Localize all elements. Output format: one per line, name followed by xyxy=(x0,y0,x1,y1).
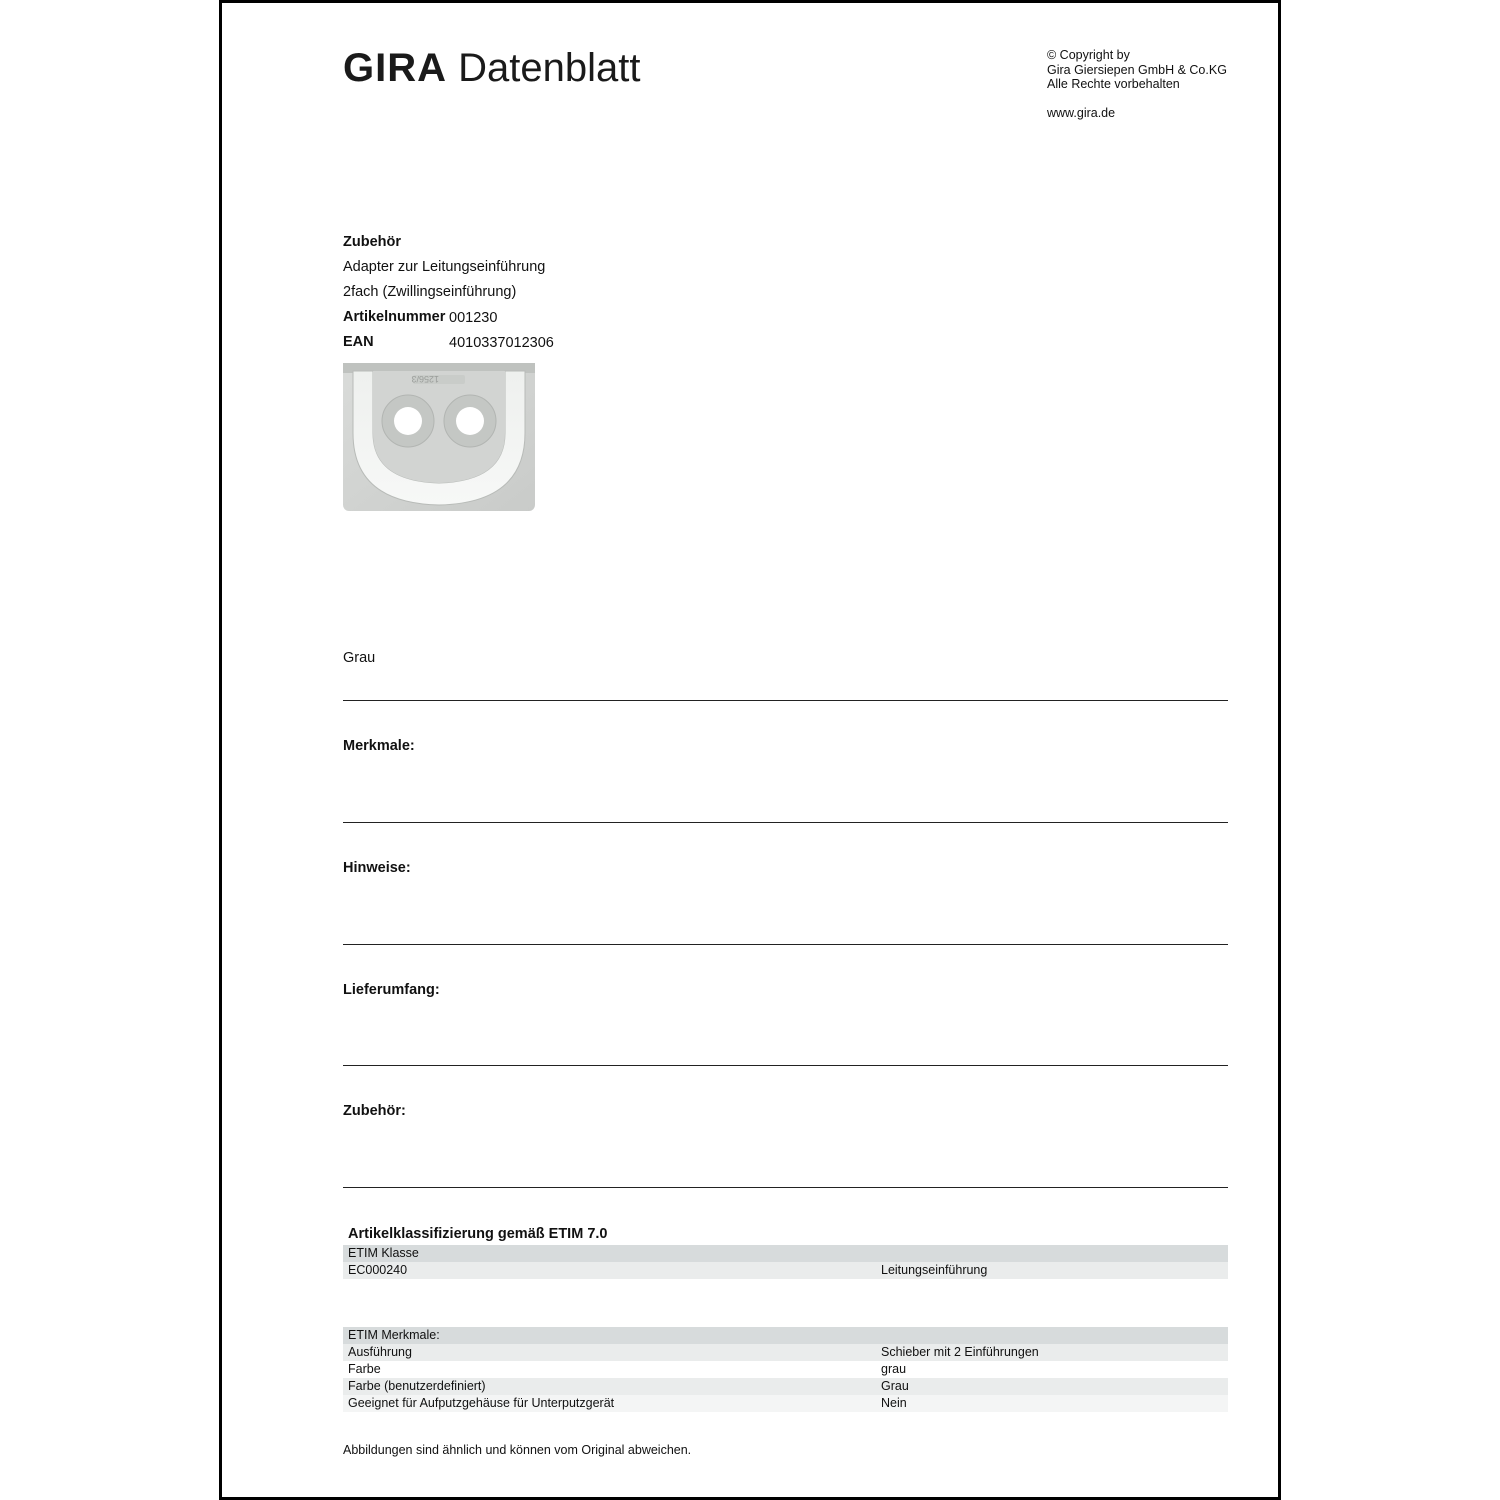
feature-value: grau xyxy=(881,1362,907,1376)
gira-logo xyxy=(343,44,640,92)
section-features-title: Merkmale: xyxy=(343,738,415,754)
etim-features-table xyxy=(343,1327,1228,1412)
feature-value: Nein xyxy=(881,1396,907,1410)
section-scope-of-delivery-title: Lieferumfang: xyxy=(343,982,440,998)
table-header-row xyxy=(343,1245,1228,1262)
cable-entry-adapter-photo xyxy=(343,363,535,511)
section-divider xyxy=(343,944,1228,945)
ean-value: 4010337012306 xyxy=(449,335,554,351)
section-divider xyxy=(343,1187,1228,1188)
etim-class-code: EC000240 xyxy=(348,1263,408,1277)
product-color: Grau xyxy=(343,650,376,666)
etim-class-header: ETIM Klasse xyxy=(348,1246,419,1260)
website-link[interactable]: www.gira.de xyxy=(1047,106,1116,120)
table-row xyxy=(343,1395,1228,1412)
copyright-block xyxy=(1047,48,1227,92)
etim-class-name: Leitungseinführung xyxy=(881,1263,988,1277)
article-number-value: 001230 xyxy=(449,310,498,326)
copyright-line: Alle Rechte vorbehalten xyxy=(1047,77,1180,91)
table-row xyxy=(343,1262,1228,1279)
section-notes-title: Hinweise: xyxy=(343,860,411,876)
section-divider xyxy=(343,822,1228,823)
document-type: Datenblatt xyxy=(458,46,641,90)
feature-name: Farbe xyxy=(348,1362,381,1376)
feature-value: Grau xyxy=(881,1379,909,1393)
product-name-line2: 2fach (Zwillingseinführung) xyxy=(343,284,517,300)
etim-title: Artikelklassifizierung gemäß ETIM 7.0 xyxy=(348,1226,608,1242)
brand-name: GIRA xyxy=(343,46,447,90)
table-row xyxy=(343,1361,1228,1378)
table-row xyxy=(343,1378,1228,1395)
copyright-line: Gira Giersiepen GmbH & Co.KG xyxy=(1047,62,1227,77)
ean-label: EAN xyxy=(343,334,374,350)
product-category: Zubehör xyxy=(343,234,401,250)
section-divider xyxy=(343,1065,1228,1066)
etim-features-header: ETIM Merkmale: xyxy=(348,1328,440,1342)
table-row xyxy=(343,1344,1228,1361)
adapter-marking: 1256/3 xyxy=(411,374,439,384)
feature-value: Schieber mit 2 Einführungen xyxy=(881,1345,1039,1359)
product-name-line1: Adapter zur Leitungseinführung xyxy=(343,259,546,275)
section-divider xyxy=(343,700,1228,701)
footer-disclaimer: Abbildungen sind ähnlich und können vom Original abweichen. xyxy=(343,1443,692,1457)
article-number-label: Artikelnummer xyxy=(343,309,446,325)
feature-name: Geeignet für Aufputzgehäuse für Unterputzgerät xyxy=(348,1396,615,1410)
feature-name: Farbe (benutzerdefiniert) xyxy=(348,1379,486,1393)
etim-class-table xyxy=(343,1245,1228,1279)
copyright-line: © Copyright by xyxy=(1047,48,1130,62)
feature-name: Ausführung xyxy=(348,1345,412,1359)
table-header-row xyxy=(343,1327,1228,1344)
section-accessories-title: Zubehör: xyxy=(343,1103,406,1119)
